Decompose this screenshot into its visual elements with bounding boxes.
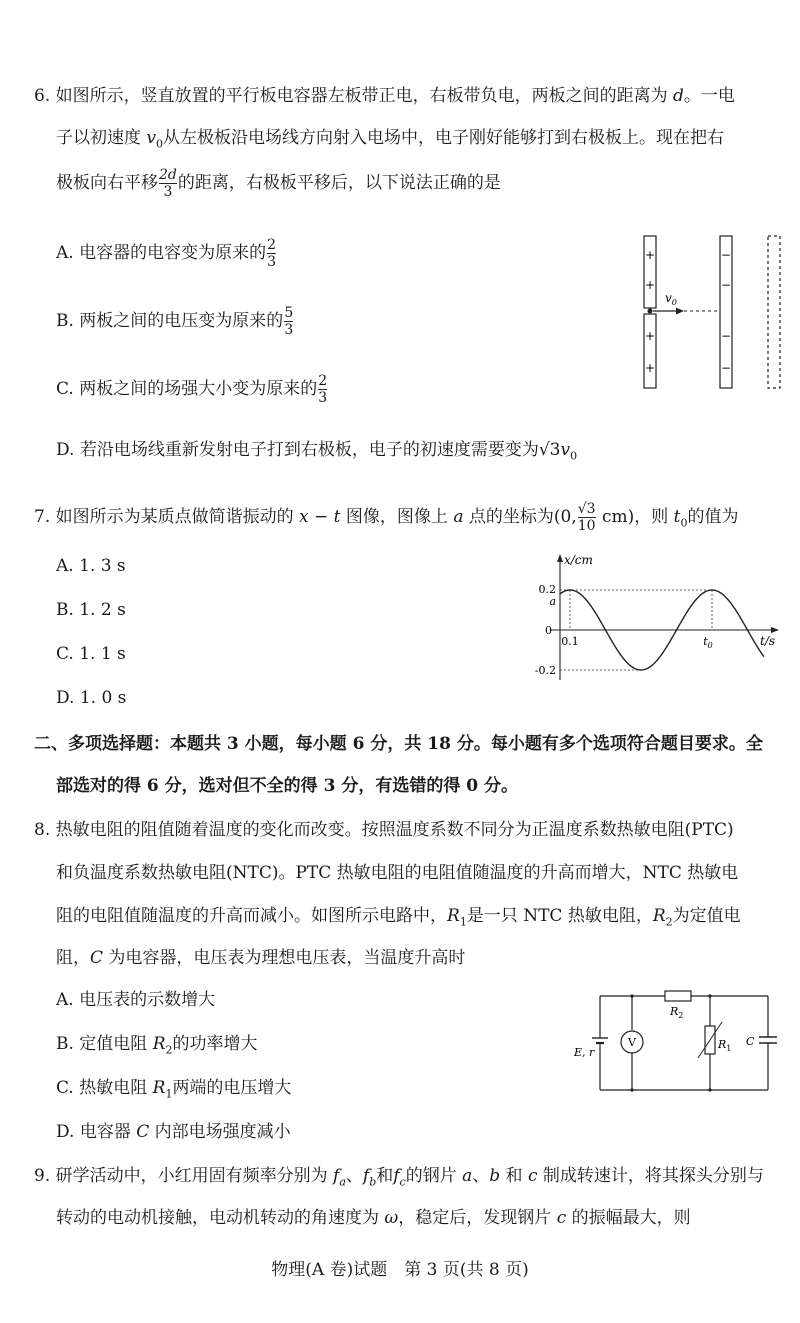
x-axis-label: t/s — [760, 634, 776, 648]
minus-sign: − — [720, 329, 732, 343]
velocity-arrow — [676, 308, 684, 315]
q7-line-1: 7. 如图所示为某质点做简谐振动的 x − t 图像，图像上 a 点的坐标为(0, $\frac{√3}{10}$ cm)，则 $t_0$的值为 — [34, 501, 739, 534]
q7-option-b: B. 1. 2 s — [56, 600, 126, 620]
svg-text:V: V — [628, 1036, 636, 1049]
plus-sign: + — [644, 248, 656, 262]
v0-label: $v_0$ — [665, 291, 677, 307]
shifted-plate — [768, 236, 780, 388]
q6-option-d: D. 若沿电场线重新发射电子打到右极板，电子的初速度需要变为$√3v_0$ — [56, 440, 578, 463]
y-axis-label: x/cm — [564, 553, 593, 567]
section-2-line-1: 二、多项选择题：本题共 3 小题，每小题 6 分，共 18 分。每小题有多个选项符合题目要求。全 — [34, 734, 763, 754]
resistor-r2 — [665, 991, 691, 1001]
y-tick-top: 0.2 — [538, 583, 556, 596]
capacitor-label: C — [746, 1035, 755, 1048]
q6-line-3: 极板向右平移 $\frac{2d}{3}$ 的距离，右极板平移后，以下说法正确的是 — [56, 167, 501, 200]
q8-line-3: 阻的电阻值随温度的升高而减小。如图所示电路中，$R_1$是一只 NTC 热敏电阻，$R_2$为定值电 — [56, 906, 741, 929]
section-2-line-2: 部选对的得 6 分，选对但不全的得 3 分，有选错的得 0 分。 — [56, 776, 518, 796]
q6-line-2: 子以初速度 $v_0$从左极板沿电场线方向射入电场中，电子刚好能够打到右极板上。现在把右 — [56, 128, 725, 151]
plus-sign: + — [644, 278, 656, 292]
source-label: E, r — [574, 1046, 595, 1059]
page-footer: 物理(A 卷)试题 第 3 页(共 8 页) — [271, 1260, 529, 1280]
a-label: a — [549, 595, 556, 608]
minus-sign: − — [720, 361, 732, 375]
q7-option-d: D. 1. 0 s — [56, 688, 127, 708]
r2-label: $R_2$ — [670, 1005, 684, 1020]
q8-line-2: 和负温度系数热敏电阻(NTC)。PTC 热敏电阻的电阻值随温度的升高而增大，NTC 热敏电 — [56, 863, 739, 883]
q7-option-c: C. 1. 1 s — [56, 644, 126, 664]
q8-option-b: B. 定值电阻 $R_2$的功率增大 — [56, 1034, 258, 1057]
q6-option-c: C. 两板之间的场强大小变为原来的 $\frac{2}{3}$ — [56, 373, 328, 406]
plus-sign: + — [644, 329, 656, 343]
q8-line-4: 阻，C 为电容器，电压表为理想电压表，当温度升高时 — [56, 948, 466, 968]
q6-option-b: B. 两板之间的电压变为原来的 $\frac{5}{3}$ — [56, 305, 294, 338]
minus-sign: − — [720, 248, 732, 262]
r1-label: $R_1$ — [718, 1038, 732, 1053]
q8-line-1: 8. 热敏电阻的阻值随着温度的变化而改变。按照温度系数不同分为正温度系数热敏电阻(PTC) — [34, 820, 734, 840]
circuit-figure — [570, 990, 785, 1095]
q6-option-a: A. 电容器的电容变为原来的 $\frac{2}{3}$ — [56, 237, 277, 270]
left-plate-lower — [644, 314, 656, 388]
plus-sign: + — [644, 361, 656, 375]
origin-label: 0 — [545, 624, 552, 637]
capacitor-figure — [630, 232, 790, 392]
q8-option-d: D. 电容器 C 内部电场强度减小 — [56, 1122, 291, 1142]
minus-sign: − — [720, 278, 732, 292]
xt-graph — [520, 552, 790, 684]
q9-line-2: 转动的电动机接触，电动机转动的角速度为 ω，稳定后，发现钢片 c 的振幅最大，则 — [56, 1208, 691, 1228]
q8-option-c: C. 热敏电阻 $R_1$两端的电压增大 — [56, 1078, 292, 1101]
q8-option-a: A. 电压表的示数增大 — [56, 990, 216, 1010]
q6-line-1: 6. 如图所示，竖直放置的平行板电容器左板带正电，右板带负电，两板之间的距离为 d。一电 — [34, 86, 735, 106]
left-plate-upper — [644, 236, 656, 308]
q9-line-1: 9. 研学活动中，小红用固有频率分别为 $f_a$、$f_b$和$f_c$的钢片 a、b 和 c 制成转速计，将其探头分别与 — [34, 1166, 764, 1189]
t0-label: $t_0$ — [703, 635, 713, 650]
electron — [648, 309, 653, 314]
q7-option-a: A. 1. 3 s — [56, 556, 126, 576]
y-tick-bottom: -0.2 — [534, 664, 556, 677]
x-tick-01: 0.1 — [561, 635, 579, 648]
